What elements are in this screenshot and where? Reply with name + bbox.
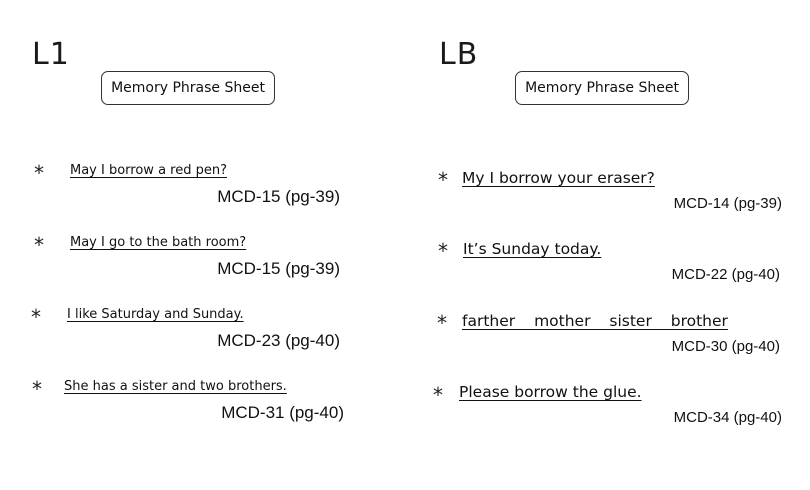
phrase-right-4: Please borrow the glue. [459, 383, 642, 401]
reference-left-1: MCD-15 (pg-39) [217, 187, 340, 206]
phrase-left-2: May I go to the bath room? [70, 235, 247, 250]
reference-right-1: MCD-14 (pg-39) [673, 195, 782, 212]
level-heading-right: LB [439, 37, 479, 72]
bullet-star: * [438, 239, 448, 263]
bullet-star: * [437, 311, 447, 335]
reference-left-3: MCD-23 (pg-40) [217, 331, 340, 350]
reference-right-4: MCD-34 (pg-40) [673, 409, 782, 426]
sheet-title-left: Memory Phrase Sheet [101, 71, 275, 105]
bullet-star: * [34, 233, 44, 257]
phrase-right-2: It’s Sunday today. [463, 240, 602, 258]
reference-right-3: MCD-30 (pg-40) [671, 338, 780, 355]
phrase-left-1: May I borrow a red pen? [70, 163, 228, 178]
bullet-star: * [32, 377, 42, 401]
reference-left-2: MCD-15 (pg-39) [217, 259, 340, 278]
phrase-right-1: My I borrow your eraser? [462, 169, 655, 187]
bullet-star: * [433, 383, 443, 407]
bullet-star: * [438, 168, 448, 192]
phrase-right-3: farther mother sister brother [462, 312, 728, 330]
sheet-title-right: Memory Phrase Sheet [515, 71, 689, 105]
reference-right-2: MCD-22 (pg-40) [671, 266, 780, 283]
phrase-left-3: I like Saturday and Sunday. [67, 307, 244, 322]
bullet-star: * [34, 161, 44, 185]
bullet-star: * [31, 305, 41, 329]
reference-left-4: MCD-31 (pg-40) [221, 403, 344, 422]
level-heading-left: L1 [32, 37, 70, 72]
phrase-left-4: She has a sister and two brothers. [64, 379, 287, 394]
